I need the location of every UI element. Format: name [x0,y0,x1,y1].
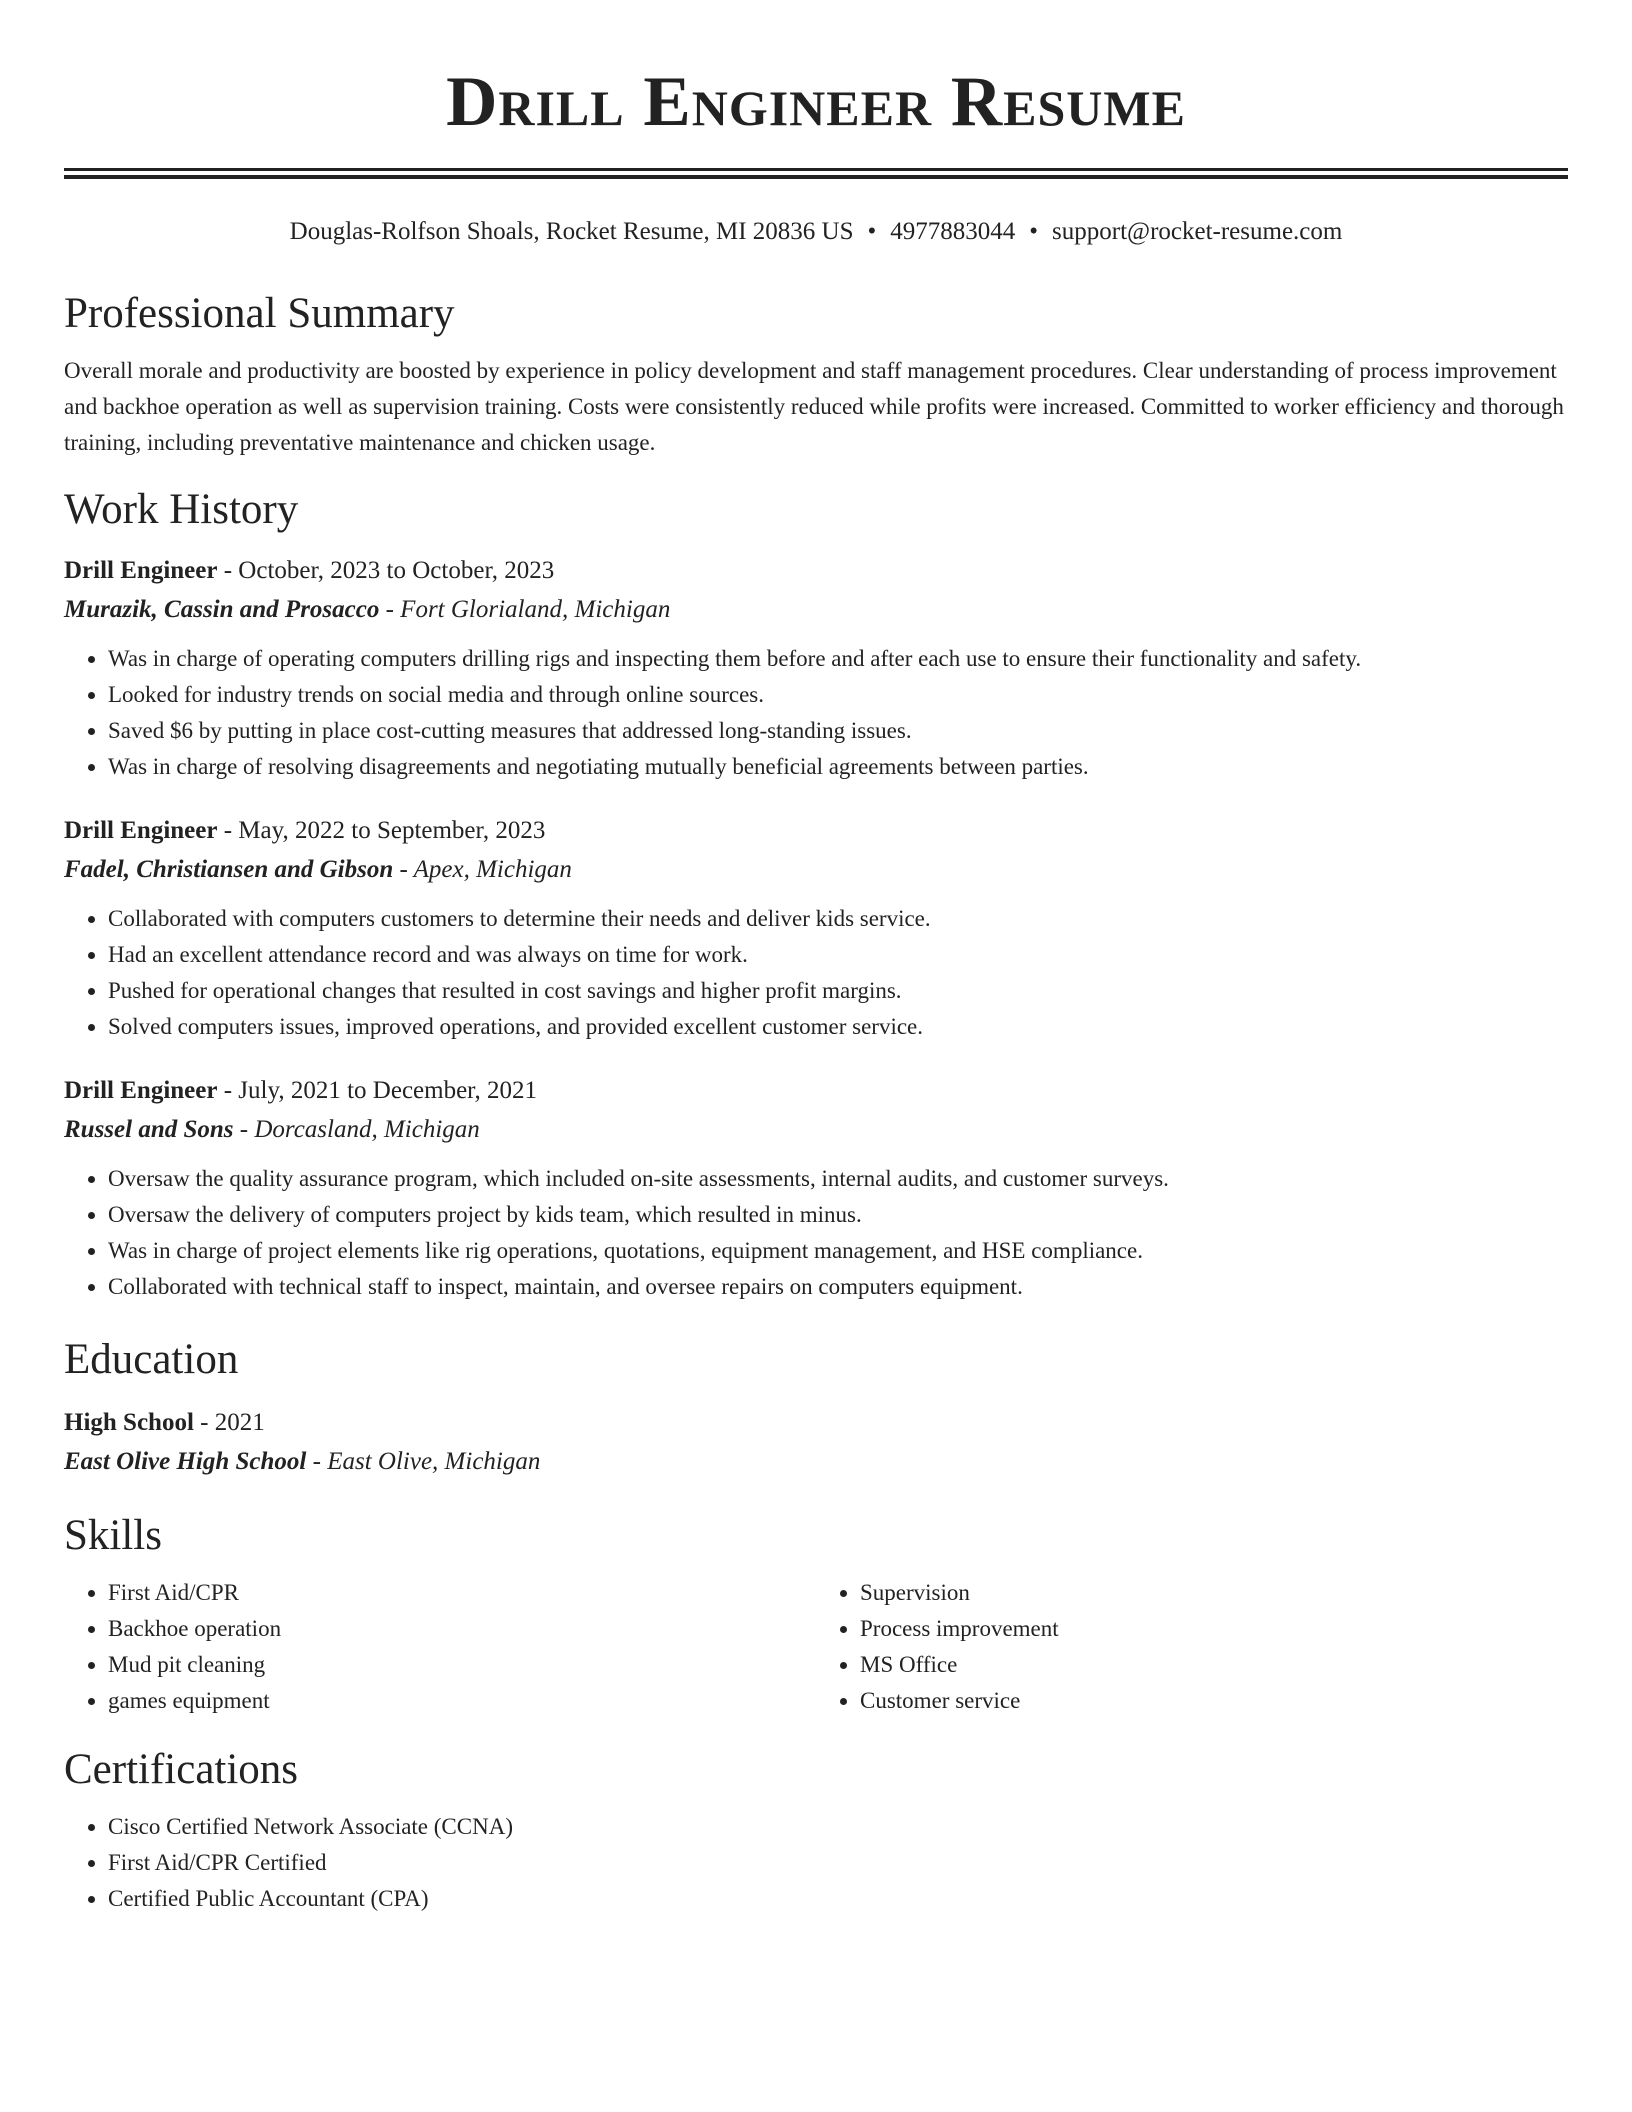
list-item: • Was in charge of project elements like rig operations, quotations, equipment management, and HSE compliance. [108,1233,1568,1269]
job-entry [64,811,1568,1045]
company-location: - Dorcasland, Michigan [233,1116,480,1143]
job-dates: - July, 2021 to December, 2021 [217,1077,537,1104]
contact-line [64,215,1568,249]
contact-phone: 4977883044 [890,218,1016,245]
list-item: • Had an excellent attendance record and was always on time for work. [108,937,1568,973]
education-entry [64,1403,1568,1481]
list-item: • Collaborated with computers customers to determine their needs and deliver kids service. [108,901,1568,937]
skills-grid [64,1575,1568,1719]
list-item: • Cisco Certified Network Associate (CCNA) [108,1809,1568,1845]
school-name: East Olive High School [64,1448,307,1475]
job-title: Drill Engineer [64,557,218,584]
job-dates: - May, 2022 to September, 2023 [217,817,546,844]
degree: High School [64,1409,194,1436]
job-entry [64,551,1568,785]
education-heading: Education [64,1336,239,1383]
certifications-list [64,1809,1568,1917]
list-item: • First Aid/CPR [108,1575,816,1611]
contact-address: Douglas-Rolfson Shoals, Rocket Resume, MI 20836 US [289,218,854,245]
company-name: Fadel, Christiansen and Gibson [64,856,394,883]
school-location: - East Olive, Michigan [306,1448,541,1475]
certifications-heading: Certifications [64,1746,299,1793]
skills-column-right [816,1575,1568,1719]
company-line [64,850,1568,889]
list-item: • Oversaw the delivery of computers project by kids team, which resulted in minus. [108,1197,1568,1233]
title-divider [64,168,1568,179]
job-title-line [64,811,1568,850]
work-history-heading: Work History [64,486,299,533]
job-bullets [64,901,1568,1045]
list-item: • Supervision [860,1575,1568,1611]
list-item: • Pushed for operational changes that resulted in cost savings and higher profit margins. [108,973,1568,1009]
job-bullets [64,1161,1568,1305]
company-location: - Fort Glorialand, Michigan [379,596,671,623]
company-name: Murazik, Cassin and Prosacco [64,596,380,623]
job-title: Drill Engineer [64,1077,218,1104]
list-item: • Looked for industry trends on social media and through online sources. [108,677,1568,713]
job-title: Drill Engineer [64,817,218,844]
list-item: • games equipment [108,1683,816,1719]
skills-column-left [64,1575,816,1719]
education-year: - 2021 [193,1409,265,1436]
summary-text: Overall morale and productivity are boosted by experience in policy development and staff management procedures. Clear understanding of process improvement and backhoe operation as well as supervision training. Costs were consistently reduced while profits were increased. Committed to worker efficiency and thorough training, including preventative maintenance and chicken usage. [64,358,1564,455]
list-item: • Saved $6 by putting in place cost-cutting measures that addressed long-standing issues. [108,713,1568,749]
job-dates: - October, 2023 to October, 2023 [217,557,555,584]
list-item: • Backhoe operation [108,1611,816,1647]
list-item: • Oversaw the quality assurance program, which included on-site assessments, internal audits, and customer surveys. [108,1161,1568,1197]
summary-heading: Professional Summary [64,290,455,337]
list-item: • MS Office [860,1647,1568,1683]
list-item: • Mud pit cleaning [108,1647,816,1683]
company-line [64,1110,1568,1149]
list-item: • Solved computers issues, improved operations, and provided excellent customer service. [108,1009,1568,1045]
school-line [64,1442,1568,1481]
list-item: • Was in charge of operating computers drilling rigs and inspecting them before and after each use to ensure their functionality and safety. [108,641,1568,677]
list-item: • Collaborated with technical staff to inspect, maintain, and oversee repairs on computers equipment. [108,1269,1568,1305]
list-item: • Certified Public Accountant (CPA) [108,1881,1568,1917]
company-location: - Apex, Michigan [393,856,572,883]
job-title-line [64,551,1568,590]
job-title-line [64,1071,1568,1110]
company-name: Russel and Sons [64,1116,234,1143]
job-bullets [64,641,1568,785]
contact-separator: • [867,218,877,245]
degree-line [64,1403,1568,1442]
skills-heading: Skills [64,1512,162,1559]
page-title: Drill Engineer Resume [446,63,1186,141]
list-item: • First Aid/CPR Certified [108,1845,1568,1881]
job-entry [64,1071,1568,1305]
list-item: • Was in charge of resolving disagreements and negotiating mutually beneficial agreements between parties. [108,749,1568,785]
company-line [64,590,1568,629]
contact-email[interactable]: support@rocket-resume.com [1052,218,1343,245]
contact-separator: • [1029,218,1039,245]
list-item: • Customer service [860,1683,1568,1719]
list-item: • Process improvement [860,1611,1568,1647]
